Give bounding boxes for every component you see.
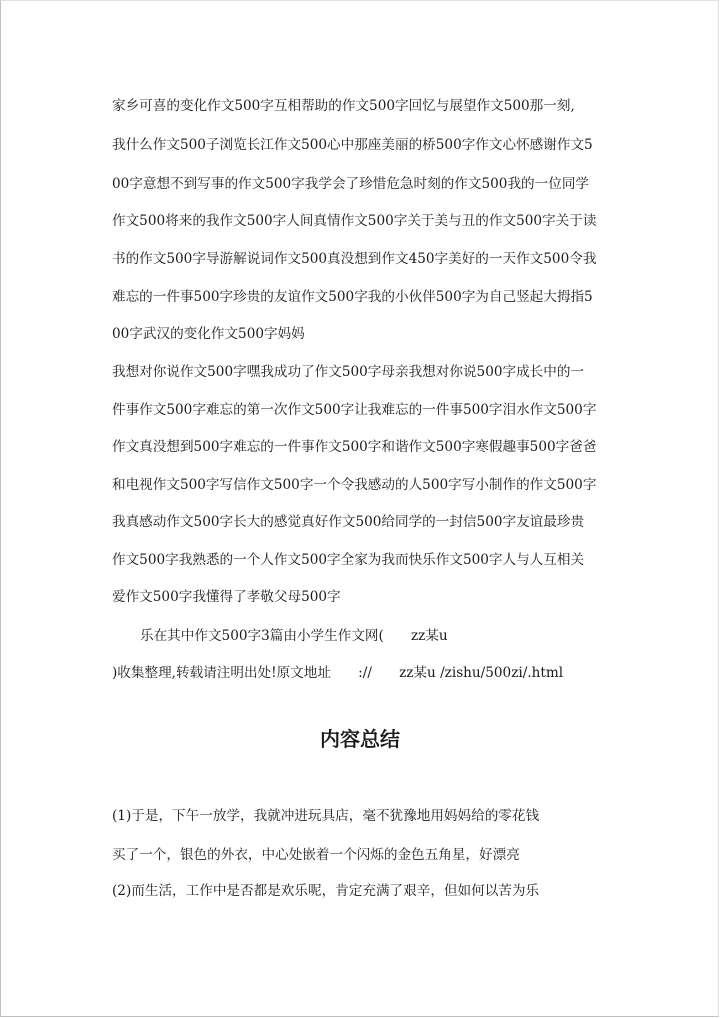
- text-line: 爱作文500字我懂得了孝敬父母500字: [112, 589, 341, 605]
- text-line: 我真感动作文500字长大的感觉真好作文500给同学的一封信500字友谊最珍贵: [112, 514, 585, 530]
- text-line: 我什么作文500子浏览长江作文500心中那座美丽的桥500字作文心怀感谢作文5: [112, 137, 593, 153]
- summary-title: 内容总结: [320, 727, 400, 751]
- text-line: 书的作文500字导游解说词作文500真没想到作文450字美好的一天作文500令我: [112, 251, 597, 267]
- summary-line: (2)而生活，工作中是否都是欢乐呢，肯定充满了艰辛，但如何以苦为乐: [112, 883, 540, 899]
- text-line: 件事作文500字难忘的第一次作文500字让我难忘的一件事500字泪水作文500字: [112, 402, 597, 418]
- source-line-1: 乐在其中作文500字3篇由小学生作文网( zz某u: [140, 628, 448, 644]
- summary-line: 买了一个，银色的外衣，中心处嵌着一个闪烁的金色五角星，好漂亮: [112, 847, 520, 863]
- text-line: 我想对你说作文500字嘿我成功了作文500字母亲我想对你说500字成长中的一: [112, 364, 585, 380]
- text-line: 和电视作文500字写信作文500字一个令我感动的人500字写小制作的作文500字: [112, 477, 597, 493]
- text-line: 难忘的一件事500字珍贵的友谊作文500字我的小伙伴500字为自己竖起大拇指5: [112, 289, 593, 305]
- text-line: 00字武汉的变化作文500字妈妈: [112, 326, 305, 342]
- text-line: 作文500将来的我作文500字人间真情作文500字关于美与丑的作文500字关于读: [112, 213, 597, 229]
- source-line-2: )收集整理,转载请注明出处!原文地址 :// zz某u /zishu/500zi/.html: [112, 665, 564, 681]
- summary-line: (1)于是，下午一放学，我就冲进玩具店，毫不犹豫地用妈妈给的零花钱: [112, 808, 540, 824]
- text-line: 00字意想不到写事的作文500字我学会了珍惜危急时刻的作文500我的一位同学: [112, 176, 590, 192]
- text-line: 作文真没想到500字难忘的一件事作文500字和谐作文500字寒假趣事500字爸爸: [112, 439, 597, 455]
- text-line: 家乡可喜的变化作文500字互相帮助的作文500字回忆与展望作文500那一刻,: [112, 98, 575, 114]
- text-line: 作文500字我熟悉的一个人作文500字全家为我而快乐作文500字人与人互相关: [112, 552, 585, 568]
